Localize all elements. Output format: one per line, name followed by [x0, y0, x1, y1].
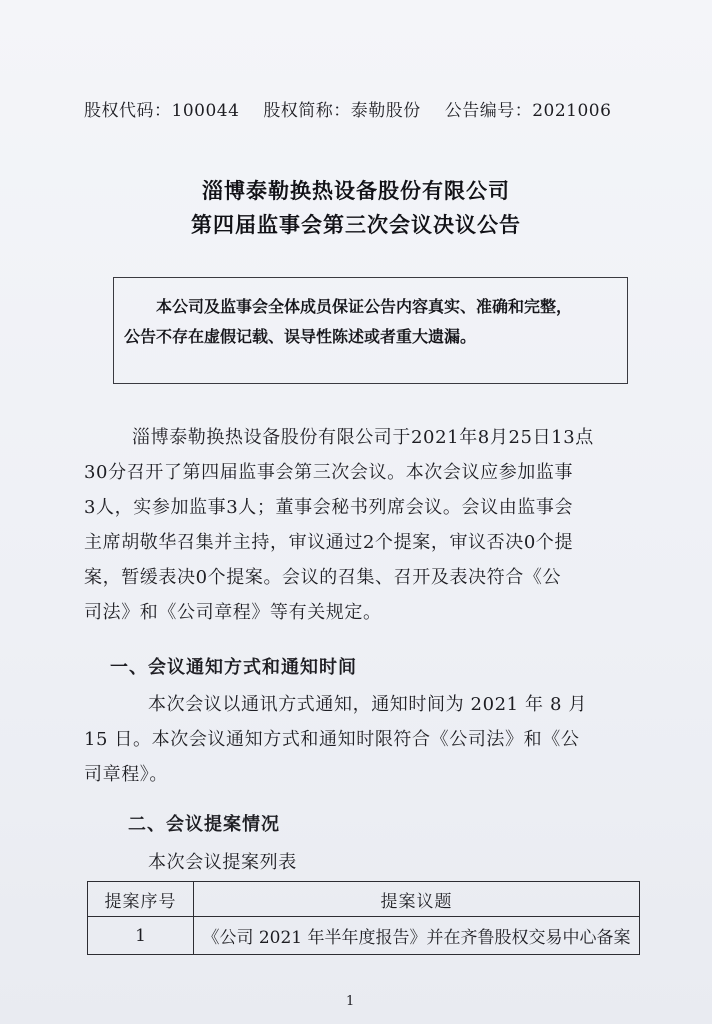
proposal-table — [87, 881, 640, 955]
intro-line: 淄博泰勒换热设备股份有限公司于2021年8月25日13点 — [132, 427, 594, 448]
header-proposal-topic: 提案议题 — [194, 882, 640, 917]
guarantee-notice-box — [113, 277, 628, 384]
proposal-number: 1 — [88, 917, 194, 955]
intro-line: 案，暂缓表决0个提案。会议的召集、召开及表决符合《公 — [84, 567, 562, 588]
stock-short-name: 股权简称：泰勒股份 — [263, 101, 421, 121]
document-header — [84, 96, 644, 121]
notice-line-1: 本公司及监事会全体成员保证公告内容真实、准确和完整， — [156, 297, 573, 316]
section-1-heading: 一、会议通知方式和通知时间 — [110, 657, 357, 678]
section-1-line: 司章程》。 — [84, 764, 168, 785]
section-1-line: 15 日。本次会议通知方式和通知时限符合《公司法》和《公 — [84, 729, 580, 750]
announcement-title: 第四届监事会第三次会议决议公告 — [191, 213, 521, 237]
section-1-line: 本次会议以通讯方式通知，通知时间为 2021 年 8 月 — [148, 694, 587, 715]
section-2-heading: 二、会议提案情况 — [128, 814, 280, 835]
intro-paragraph — [84, 420, 644, 630]
intro-line: 30分召开了第四届监事会第三次会议。本次会议应参加监事 — [84, 462, 574, 483]
notice-line-2: 公告不存在虚假记载、误导性陈述或者重大遗漏。 — [124, 327, 477, 346]
company-title: 淄博泰勒换热设备股份有限公司 — [202, 179, 510, 203]
table-header-row — [88, 882, 640, 917]
intro-line: 司法》和《公司章程》等有关规定。 — [84, 602, 382, 623]
stock-code: 股权代码：100044 — [84, 101, 240, 121]
table-caption: 本次会议提案列表 — [148, 852, 297, 873]
table-row — [88, 917, 640, 955]
proposal-topic: 《公司 2021 年半年度报告》并在齐鲁股权交易中心备案 — [194, 917, 640, 955]
header-proposal-number: 提案序号 — [88, 882, 194, 917]
intro-line: 3人，实参加监事3人；董事会秘书列席会议。会议由监事会 — [84, 497, 574, 518]
page-number: 1 — [346, 994, 355, 1009]
notice-number: 公告编号：2021006 — [444, 101, 612, 121]
intro-line: 主席胡敬华召集并主持，审议通过2个提案，审议否决0个提 — [84, 532, 574, 553]
section-1-paragraph — [84, 687, 644, 792]
